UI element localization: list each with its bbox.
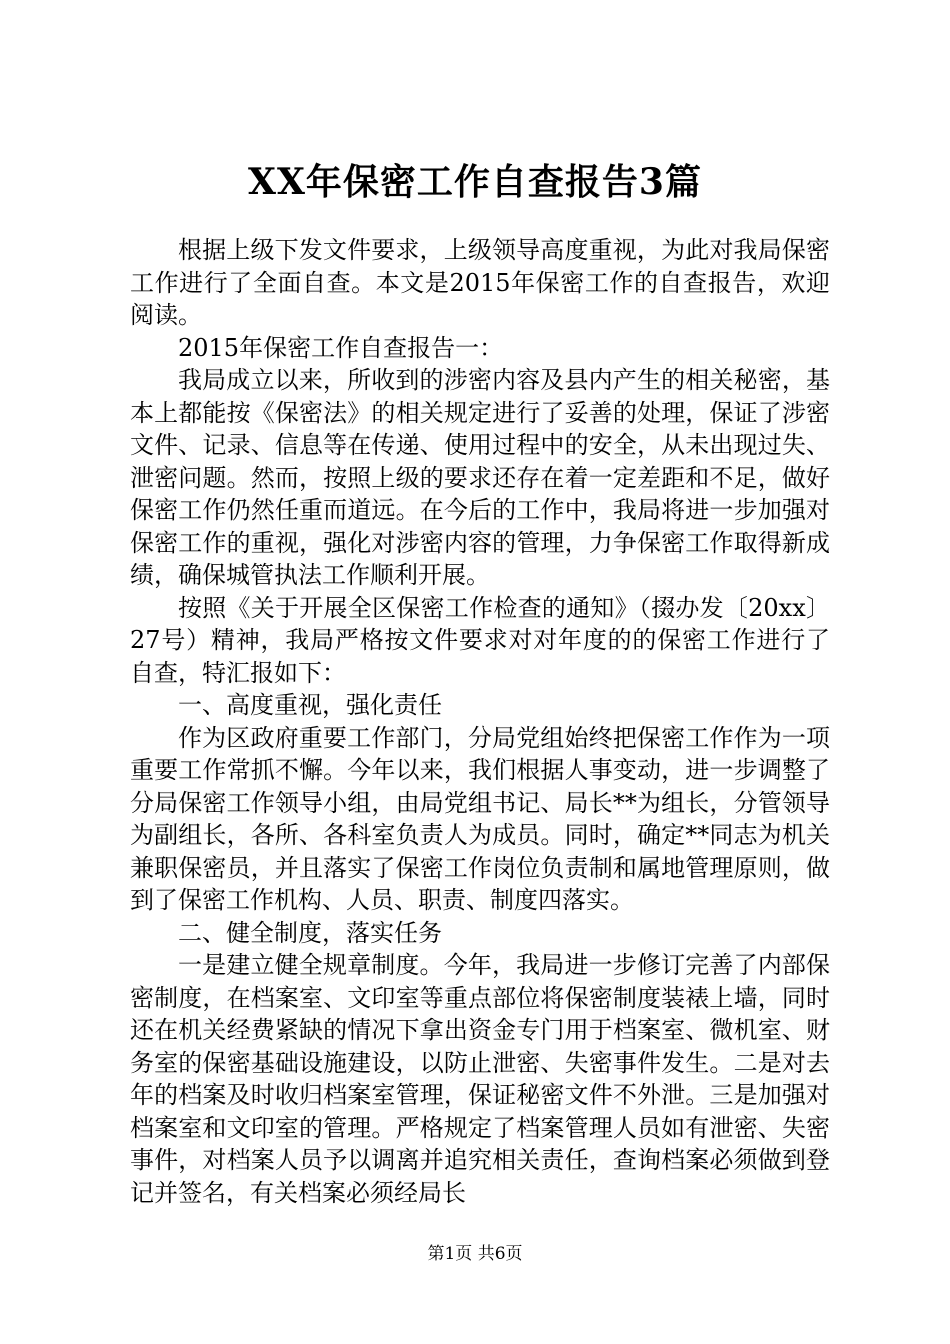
document-title: XX年保密工作自查报告3篇: [248, 161, 702, 203]
paragraph-notice: 按照《关于开展全区保密工作检查的通知》（掇办发〔20xx〕27号）精神，我局严格按文件要求对对年度的的保密工作进行了自查，特汇报如下：: [130, 593, 830, 687]
paragraph-report-heading: 2015年保密工作自查报告一：: [178, 333, 504, 362]
paragraph-overview: 我局成立以来，所收到的涉密内容及县内产生的相关秘密，基本上都能按《保密法》的相关规定进行了妥善的处理，保证了涉密文件、记录、信息等在传递、使用过程中的安全，从未出现过失、泄密问题。然而，按照上级的要求还存在着一定差距和不足，做好保密工作仍然任重而道远。在今后的工作中，我局将进一步加强对保密工作的重视，强化对涉密内容的管理，力争保密工作取得新成绩，确保城管执法工作顺利开展。: [130, 366, 830, 589]
section-heading-2: 二、健全制度，落实任务: [178, 918, 442, 947]
paragraph-section-1: 作为区政府重要工作部门，分局党组始终把保密工作作为一项重要工作常抓不懈。今年以来，我们根据人事变动，进一步调整了分局保密工作领导小组，由局党组书记、局长**为组长，分管领导为副组长，各所、各科室负责人为成员。同时，确定**同志为机关兼职保密员，并且落实了保密工作岗位负责制和属地管理原则，做到了保密工作机构、人员、职责、制度四落实。: [130, 723, 830, 914]
section-heading-1: 一、高度重视，强化责任: [178, 691, 442, 719]
document-body: [130, 234, 830, 1209]
paragraph-intro: 根据上级下发文件要求，上级领导高度重视，为此对我局保密工作进行了全面自查。本文是2015年保密工作的自查报告，欢迎阅读。: [130, 236, 830, 329]
page-number-footer: 第1页 共6页: [427, 1244, 523, 1264]
paragraph-section-2: 一是建立健全规章制度。今年，我局进一步修订完善了内部保密制度，在档案室、文印室等重点部位将保密制度装裱上墙，同时还在机关经费紧缺的情况下拿出资金专门用于档案室、微机室、财务室的保密基础设施建设，以防止泄密、失密事件发生。二是对去年的档案及时收归档案室管理，保证秘密文件不外泄。三是加强对档案室和文印室的管理。严格规定了档案管理人员如有泄密、失密事件，对档案人员予以调离并追究相关责任，查询档案必须做到登记并签名，有关档案必须经局长: [130, 951, 830, 1207]
